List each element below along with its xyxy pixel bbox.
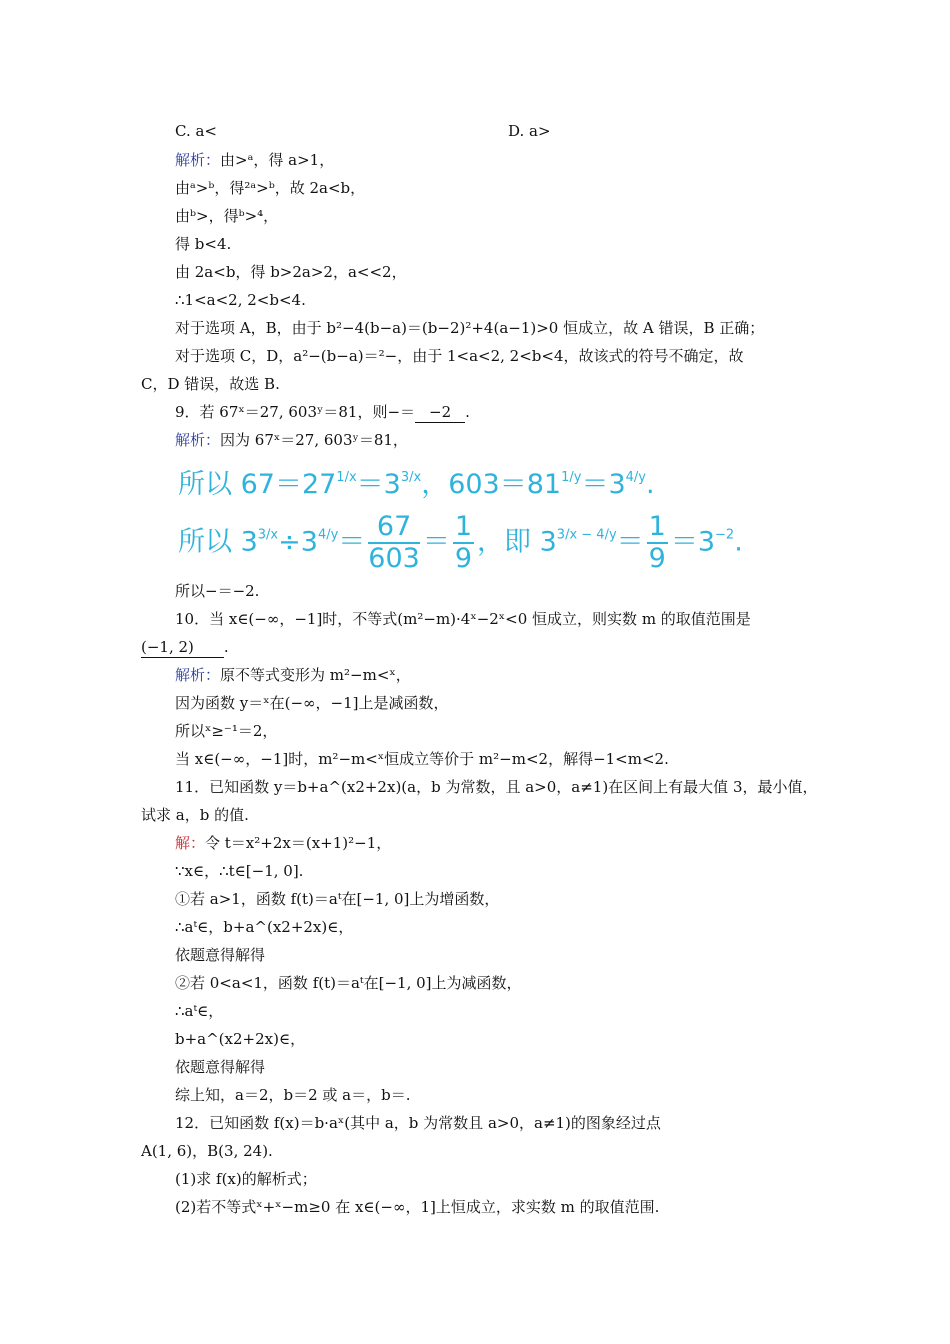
text-line: A(1, 6)，B(3, 24). <box>141 1142 273 1160</box>
text-line: ∴aᵗ∈， <box>175 1002 224 1020</box>
text-line: ∴1<a<2, 2<b<4. <box>175 291 306 309</box>
formula-line-1: 所以 $67=27^{1/x}=3^{3/x}$，$603=81^{1/y}=3^{4/y}$. <box>178 469 655 500</box>
text-line: 所以ˣ≥⁻¹＝2， <box>175 722 278 740</box>
text-line: ①若 a>1，函数 f(t)＝aᵗ在[−1, 0]上为增函数， <box>175 890 500 908</box>
question-11: 11．已知函数 y＝b+a^(x2+2x)(a，b 为常数，且 a>0，a≠1)在区间上有最大值 3，最小值， <box>175 778 818 796</box>
text-line: ∵x∈，∴t∈[−1, 0]. <box>175 862 304 880</box>
text-line: 当 x∈(−∞，−1]时，m²−m<ˣ恒成立等价于 m²−m<2，解得−1<m<2. <box>175 750 669 768</box>
text-line: 综上知，a＝2，b＝2 或 a＝，b＝. <box>175 1086 411 1104</box>
text-line: 得 b<4. <box>175 235 232 253</box>
text-line: C，D 错误，故选 B. <box>141 375 280 393</box>
question-10-answer: (−1, 2) . <box>141 638 229 656</box>
formula-line-2: 所以 $3^{3/x}\div 3^{4/y}=$ $\frac{67}{603}$ ＝ $\frac{1}{9}$ ，即 $3^{3/x - 4/y}=$ $\frac{1}{9}$ $=3^{-2}$. <box>178 511 743 574</box>
question-9: 9．若 67ˣ＝27, 603ʸ＝81，则−＝ −2 . <box>175 403 470 421</box>
text-line: 解析：原不等式变形为 m²−m<ˣ， <box>175 666 411 684</box>
text-line: 解析：由>ᵃ，得 a>1， <box>175 151 335 169</box>
analysis-label: 解析： <box>175 666 221 684</box>
question-12: 12．已知函数 f(x)＝b·aˣ(其中 a，b 为常数且 a>0，a≠1)的图象经过点 <box>175 1114 661 1132</box>
analysis-label: 解析： <box>175 431 221 449</box>
text-line: ②若 0<a<1，函数 f(t)＝aᵗ在[−1, 0]上为减函数， <box>175 974 522 992</box>
text-line: 试求 a，b 的值. <box>141 806 249 824</box>
fraction: $\frac{1}{9}$ <box>454 511 473 574</box>
text-line: 解：令 t＝x²+2x＝(x+1)²−1， <box>175 834 392 852</box>
answer-blank: (−1, 2) <box>141 637 224 658</box>
text-line: 所以−＝−2. <box>175 582 260 600</box>
text-line: 由ᵇ>，得ᵇ>⁴， <box>175 207 279 225</box>
analysis-label: 解析： <box>175 151 221 169</box>
text-line: b+a^(x2+2x)∈， <box>175 1030 306 1048</box>
option-d: D. a> <box>508 122 551 140</box>
text-line: 对于选项 C，D，a²−(b−a)＝²−，由于 1<a<2, 2<b<4，故该式的符号不确定，故 <box>175 347 744 365</box>
text-line: 因为函数 y＝ˣ在(−∞，−1]上是减函数， <box>175 694 449 712</box>
fraction: $\frac{67}{603}$ <box>368 511 420 574</box>
text-line: 由 2a<b，得 b>2a>2，a<<2， <box>175 263 407 281</box>
text-line: ∴aᵗ∈，b+a^(x2+2x)∈， <box>175 918 354 936</box>
text-line: 解析：因为 67ˣ＝27, 603ʸ＝81， <box>175 431 408 449</box>
solution-label: 解： <box>175 834 206 852</box>
option-c: C. a< <box>175 122 217 140</box>
text-line: (1)求 f(x)的解析式； <box>175 1170 317 1188</box>
text-line: (2)若不等式ˣ+ˣ−m≥0 在 x∈(−∞，1]上恒成立，求实数 m 的取值范围. <box>175 1198 660 1216</box>
text-line: 对于选项 A，B，由于 b²−4(b−a)＝(b−2)²+4(a−1)>0 恒成立，故 A 错误，B 正确； <box>175 319 765 337</box>
fraction: $\frac{1}{9}$ <box>648 511 666 574</box>
answer-blank: −2 <box>415 402 465 423</box>
text-line: 依题意得解得 <box>175 946 266 964</box>
text-line: 依题意得解得 <box>175 1058 266 1076</box>
text-line: 由ᵃ>ᵇ，得²ᵃ>ᵇ，故 2a<b， <box>175 179 366 197</box>
question-10: 10．当 x∈(−∞，−1]时，不等式(m²−m)·4ˣ−2ˣ<0 恒成立，则实数 m 的取值范围是 <box>175 610 751 628</box>
